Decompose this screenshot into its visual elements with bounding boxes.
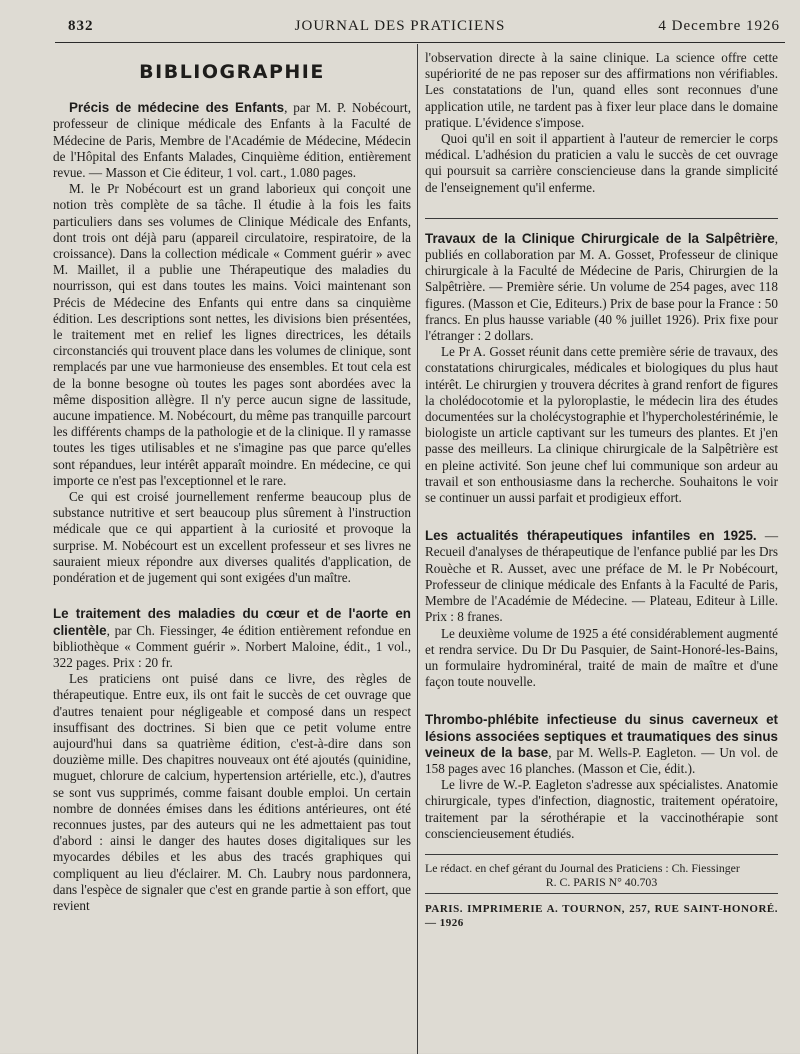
- header-rule: [55, 42, 785, 43]
- section-title: BIBLIOGRAPHIE: [139, 61, 325, 83]
- entry-heading: [425, 528, 778, 625]
- book-title: Le traitement des maladies du cœur et de l'aorte en clientèle: [53, 606, 411, 638]
- book-reference: , par Ch. Fiessinger, 4e édition entièrement refondue en bibliothèque « Comment guérir ». Norbert Maloine, édit., 1 vol., 322 pages. Prix : 20 fr.: [53, 622, 411, 670]
- footer: [425, 861, 778, 930]
- review-entry-actualites: [425, 528, 778, 690]
- editor-line: Le rédact. en chef gérant du Journal des Praticiens : Ch. Fiessinger: [425, 860, 740, 875]
- book-reference: , publiés en collaboration par M. A. Gosset, Professeur de clinique chirurgicale à la Faculté de Médecine de Paris, Chirurgien de la Salpêtrière. — Première série. Un volume de 254 pages, avec 118 figures. (Masson et Cie, Editeurs.) Prix de base pour la France : 50 francs. En plus hausse variable (40 % juillet 1926). Prix fixe pour l'étranger : 2 dollars.: [425, 230, 778, 344]
- page-header: [0, 14, 800, 44]
- book-title: Thrombo-phlébite infectieuse du sinus caverneux et lésions associées septiques et traumatiques des sinus veineux de la base: [425, 712, 778, 760]
- column-divider: [417, 44, 418, 1054]
- continued-paragraph: Quoi qu'il en soit il appartient à l'auteur de remercier le corps médical. L'adhésion du praticien a valu le succès de cet ouvrage qui poursuit sa carrière consciencieuse dans la grande simplicité de l'enseignement qu'il enferme.: [425, 131, 778, 195]
- review-paragraph: M. le Pr Nobécourt est un grand laborieux qui conçoit une notion très complète de sa tâche. Il étudie à la fois les faits particuliers dans ses volumes de Clinique Médicale des Enfants, dont trois ont déjà paru (appareil circulatoire, respiratoire, de la croissance). Dans la collection médicale « Comment guérir » avec M. Maillet, il a publie une Thérapeutique des maladies du nourrisson, qui est dans toutes les mains. Voici maintenant son Précis de Médecine des Enfants qui entre dans sa cinquième édition. Les descriptions sont nettes, les divisions bien présentées, le traitement met en relief les lignes directrices, les détails circonstanciés qui trouvent place dans les volumes de clinique, sont remplacés par une vue harmonieuse des ensembles. Et tout cela est de la bonne besogne où toutes les pages sont abordées avec la même disposition allègre. Il n'y perce aucun signe de lassitude, aucune impatience. M. Nobécourt, du même pas tranquille parcourt les différents champs de la pathologie et de la clinique. Il y ramasse toutes les tiges utilisables et ne s'imagine pas que parce qu'elles sont répandues, leur intérêt apparaît moindre. En médecine, ce qui importe ce n'est pas l'exceptionnel et le rare.: [53, 181, 411, 488]
- review-paragraph: Le deuxième volume de 1925 a été considérablement augmenté et rendra service. Du Dr Du Pasquier, de Saint-Honoré-les-Bains, un formulaire hydrominéral, traité de main de maître et d'une façon toute nouvelle.: [425, 625, 778, 690]
- continued-paragraph: l'observation directe à la saine clinique. La science offre cette supériorité de ne pas reposer sur des affirmations non vérifiables. Les constatations de l'un, quand elles sont reconnues d'une application utile, ne tardent pas à fixer leur place dans le domaine pratique. L'évidence s'impose.: [425, 50, 778, 130]
- left-column: [53, 50, 411, 914]
- review-entry-thrombo: [425, 712, 778, 842]
- page-number: 832: [68, 18, 94, 34]
- issue-date: 4 Decembre 1926: [658, 18, 780, 34]
- book-reference: — Recueil d'analyses de thérapeutique de l'enfance publié par les Drs Rouèche et R. Ausset, avec une préface de M. le Pr Nobécourt, Professeur de clinique médicale des Enfants à la Faculté de Paris, Membre de l'Académie de Médecine. — Plateau, Editeur à Lille. Prix : 8 franes.: [425, 528, 778, 625]
- entry-heading: [53, 606, 411, 671]
- review-paragraph: Ce qui est croisé journellement renferme beaucoup plus de substance nutritive et sert beaucoup plus sûrement à l'instruction médicale que ce qui appartient à la curiosité et provoque la surprise. M. Nobécourt est un excellent professeur et ses livres ne sauraient mieux répondre aux diverses qualités d'application, de pondération et de jugement qui sont exigées d'un maître.: [53, 489, 411, 586]
- book-reference: , par M. Wells-P. Eagleton. — Un vol. de 158 pages avec 16 planches. (Masson et Cie, édit.).: [425, 744, 778, 776]
- book-title: Travaux de la Clinique Chirurgicale de la Salpêtrière: [425, 230, 775, 246]
- review-paragraph: Le Pr A. Gosset réunit dans cette première série de travaux, des constatations chirurgicales, médicales et biologiques du plus haut intérêt. Le chirurgien y trouvera décrites à grand renfort de figures la cholédocotomie et la pyloroplastie, le médecin lira des études documentées sur la cholécystographie et l'hypercholestérinémie, le biologiste un article captivant sur les tumeurs des plantes. Et j'en passe des meilleurs. La clinique chirurgicale de la Salpêtrière est en pleine activité. Son jeune chef lui communique son ardeur au travail et son enthousiasme dans la recherche. Souhaitons le voir se continuer un aussi parfait et prodigieux effort.: [425, 344, 778, 506]
- book-title: Précis de médecine des Enfants: [69, 100, 285, 116]
- right-column: [425, 50, 778, 930]
- entry-heading: [425, 712, 778, 777]
- review-entry-precis: [53, 100, 411, 586]
- printer-imprint: PARIS. IMPRIMERIE A. TOURNON, 257, RUE SAINT-HONORÉ. — 1926: [425, 902, 778, 929]
- journal-title: JOURNAL DES PRATICIENS: [294, 18, 506, 34]
- book-reference: , par M. P. Nobécourt, professeur de clinique médicale des Enfants à la Faculté de Médecine de Paris, Membre de l'Académie de Médecine, Médecin de l'Hôpital des Enfants Malades, Cinquième édition, entièrement revue. — Masson et Cie éditeur, 1 vol. cart., 1.080 pages.: [53, 100, 411, 181]
- review-paragraph: Le livre de W.-P. Eagleton s'adresse aux spécialistes. Anatomie chirurgicale, types d'infection, diagnostic, traitement opératoire, traitement par la sérothérapie et la vaccinothérapie sont consciencieusement étudiés.: [425, 777, 778, 841]
- review-entry-coeur: [53, 606, 411, 914]
- entry-heading: [425, 231, 778, 344]
- review-paragraph: Les praticiens ont puisé dans ce livre, des règles de thérapeutique. Entre eux, ils ont fait le succès de cet ouvrage que d'autres tenaient pour négligeable et composé dans un respect insuffisant des doctrines. Si bien que ce petit volume entre aujourd'hui dans sa quatrième édition, c'est-à-dire dans son douzième mille. Des chapitres nouveaux ont été ajoutés (quinidine, muguet, chlorure de calcium, hypertension artérielle, etc.), d'autres se sont vus supprimés, comme faisant double emploi. Un certain nombre de données émises dans les éditions antérieures, ont été reconnues justes, par des auteurs qui ne les admettaient pas tout d'abord : ainsi le danger des hautes doses digitaliques sur les myocardes débiles et les abus des tracés graphiques qui compliquent au lieu d'éclairer. M. Ch. Laubry nous pardonnera, dans l'espèce de signaler que c'est en grande partie à son effort, que revient: [53, 671, 411, 913]
- registry-number: R. C. PARIS N° 40.703: [545, 874, 658, 889]
- review-entry-salpetriere: [425, 231, 778, 506]
- entry-heading: [53, 100, 411, 181]
- book-title: Les actualités thérapeutiques infantiles en 1925.: [425, 528, 757, 544]
